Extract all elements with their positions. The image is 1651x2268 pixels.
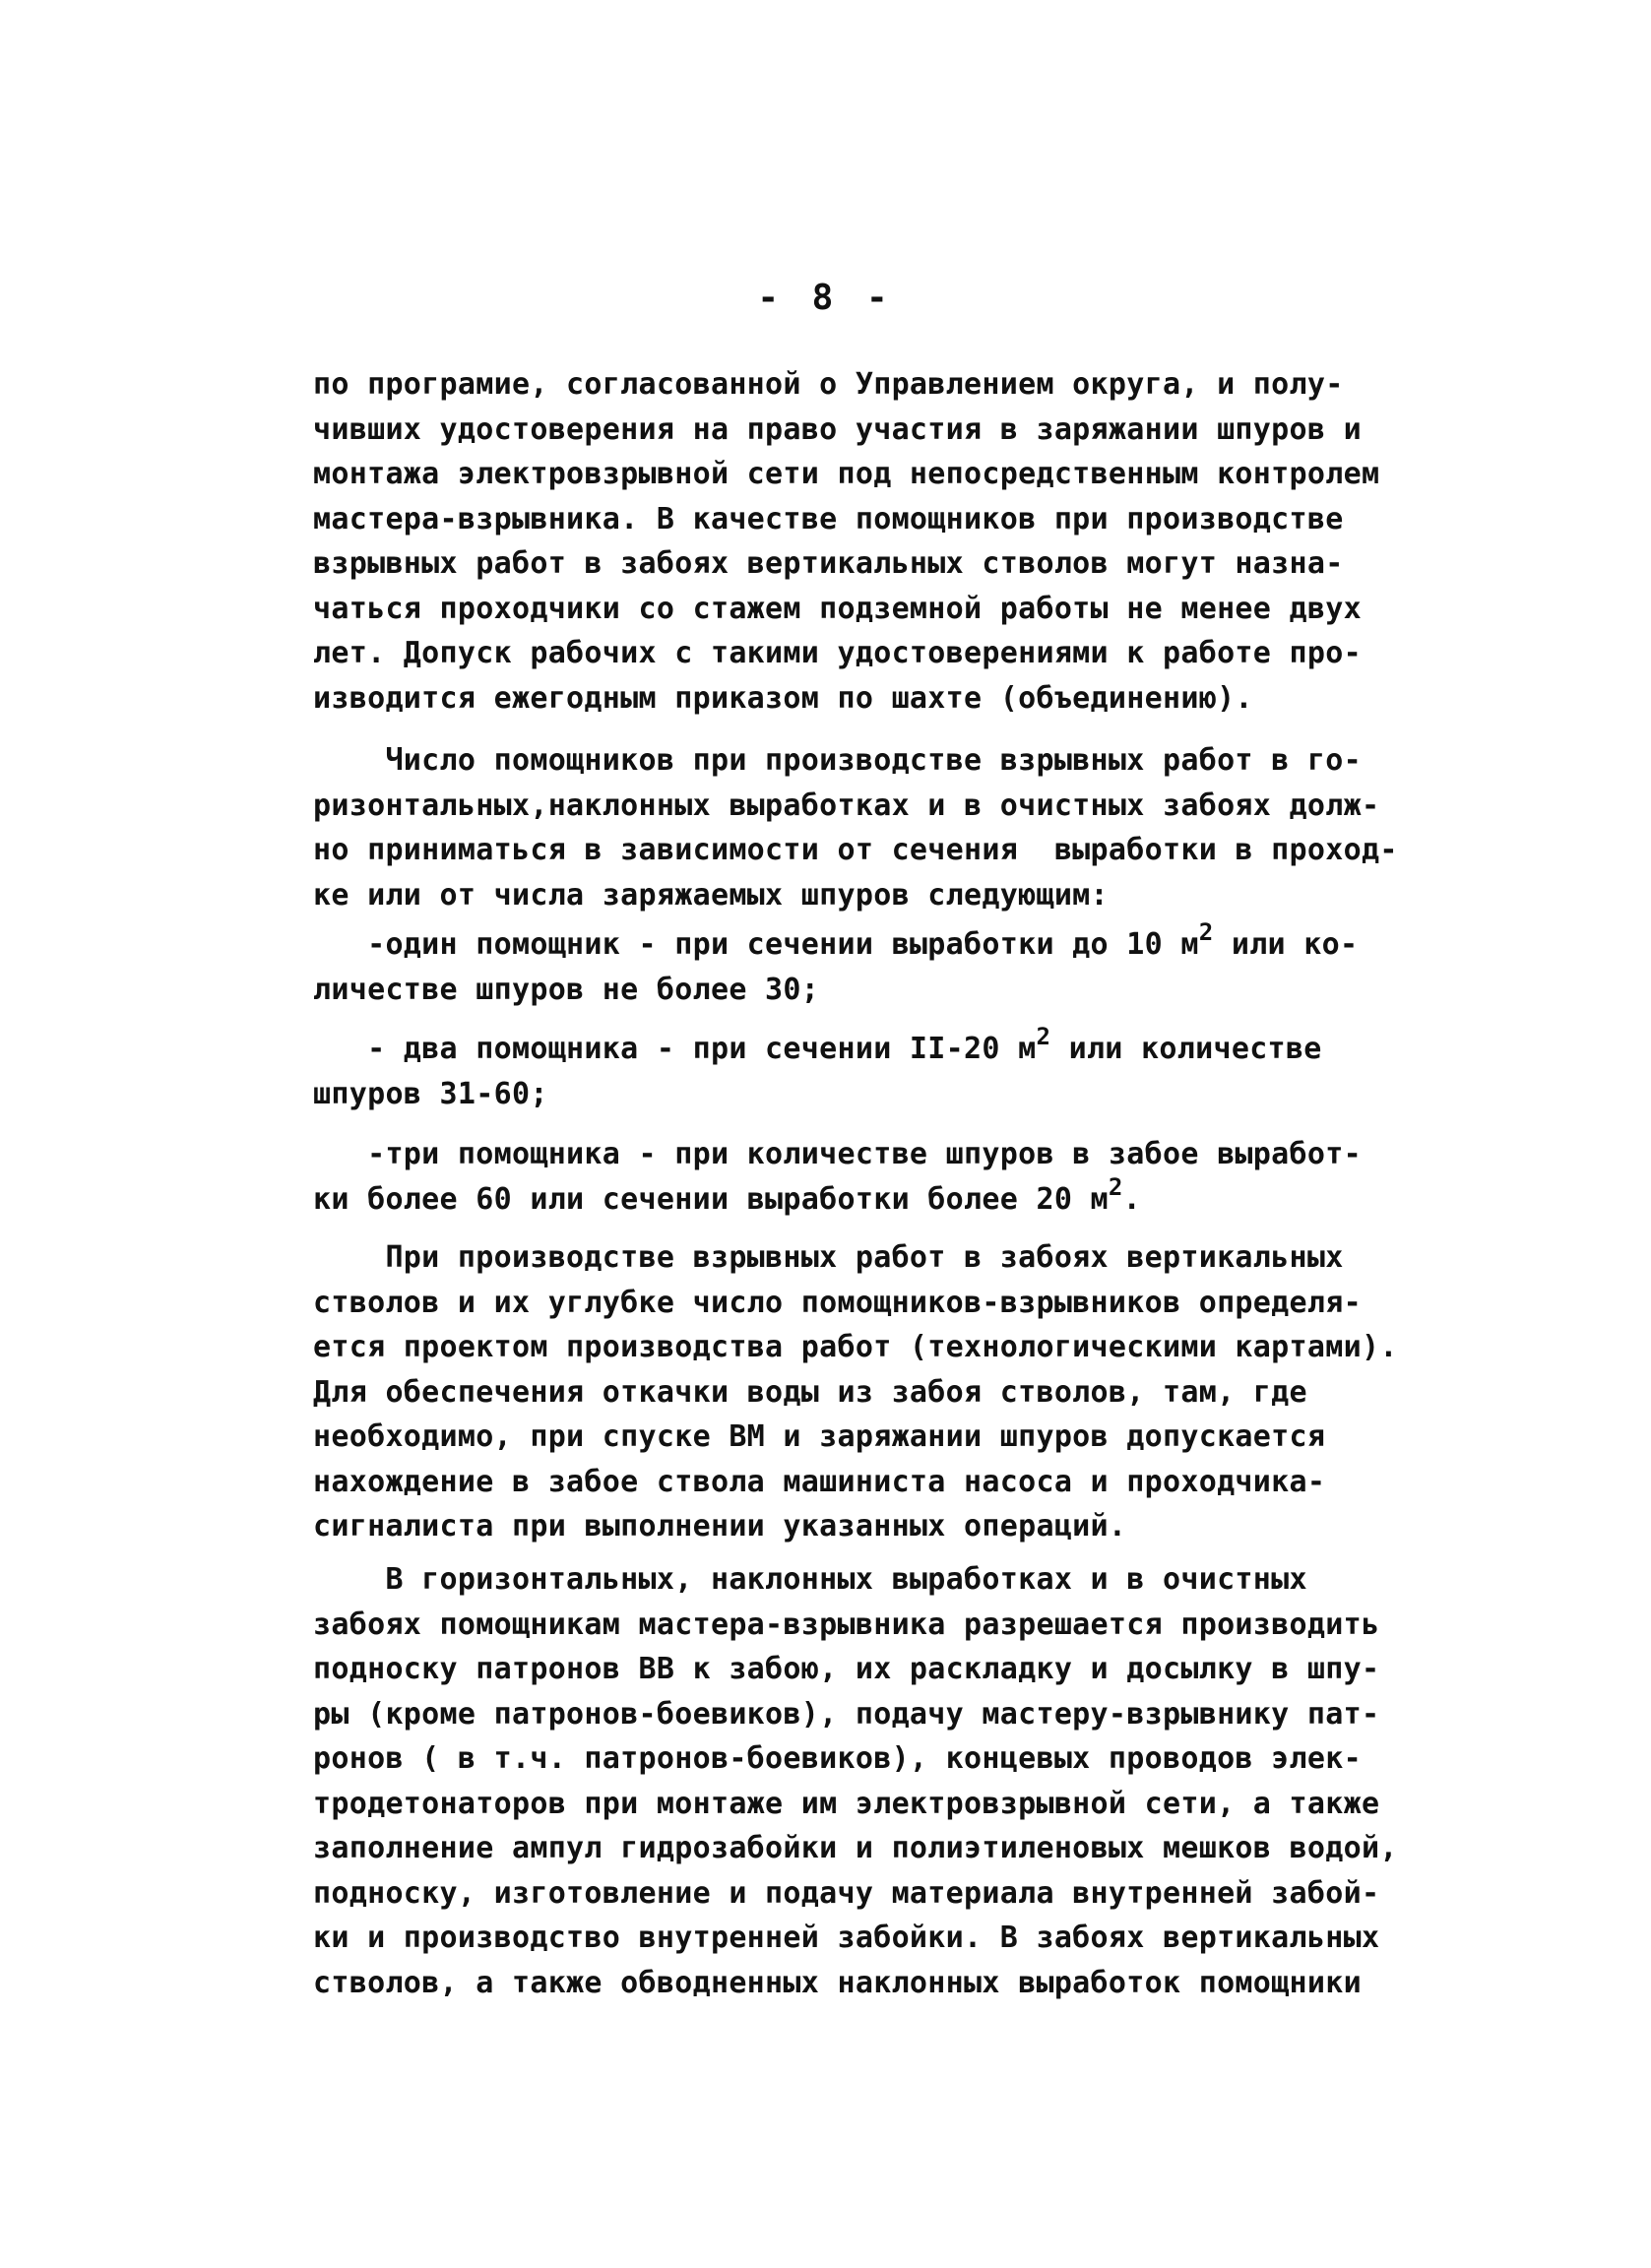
text-line: стволов, а также обводненных наклонных выработок помощники <box>313 1965 1362 2000</box>
text-line: чаться проходчики со стажем подземной работы не менее двух <box>313 591 1362 626</box>
superscript: 2 <box>1036 1023 1051 1050</box>
list-item-three-helpers <box>313 1132 1406 1222</box>
text-segment: -один помощник - при сечении выработки до 10 м <box>313 927 1199 962</box>
text-segment: или количестве <box>1050 1032 1322 1066</box>
text-line <box>313 918 1406 968</box>
list-item-one-helper <box>313 918 1406 1012</box>
text-line: лет. Допуск рабочих с такими удостоверениями к работе про- <box>313 636 1362 670</box>
superscript: 2 <box>1198 918 1214 946</box>
text-line: заполнение ампул гидрозабойки и полиэтиленовых мешков водой, <box>313 1831 1398 1865</box>
text-line: ке или от числа заряжаемых шпуров следующим: <box>313 877 1109 913</box>
paragraph-qualification <box>313 362 1406 721</box>
text-line: но приниматься в зависимости от сечения выработки в проход- <box>313 833 1398 867</box>
text-line: -три помощника - при количестве шпуров в забое выработ- <box>313 1137 1362 1171</box>
paragraph-helper-duties <box>313 1557 1406 2005</box>
text-line: Для обеспечения откачки воды из забоя стволов, там, где <box>313 1374 1307 1410</box>
text-segment: ки более 60 или сечении выработки более 20 м <box>313 1181 1109 1217</box>
text-line: подноску, изготовление и подачу материала внутренней забой- <box>313 1875 1380 1911</box>
superscript: 2 <box>1108 1172 1123 1201</box>
text-line <box>313 1172 1406 1223</box>
text-line: нахождение в забое ствола машиниста насоса и проходчика- <box>313 1464 1326 1499</box>
text-line: изводится ежегодным приказом по шахте (объединению). <box>313 680 1253 716</box>
paragraph-vertical-shafts <box>313 1235 1406 1549</box>
text-line: тродетонаторов при монтаже им электровзрывной сети, а также <box>313 1786 1380 1821</box>
paragraph-helper-count <box>313 738 1406 917</box>
text-line: сигналиста при выполнении указанных операций. <box>313 1509 1127 1544</box>
text-segment: - два помощника - при сечении II-20 м <box>313 1032 1037 1066</box>
text-line: При производстве взрывных работ в забоях вертикальных <box>313 1240 1344 1275</box>
text-line: стволов и их углубке число помощников-взрывников определя- <box>313 1285 1362 1320</box>
text-line: забоях помощникам мастера-взрывника разрешается производить <box>313 1606 1380 1642</box>
text-line: монтажа электровзрывной сети под непосредственным контролем <box>313 457 1380 491</box>
text-line: ется проектом производства работ (технологическими картами). <box>313 1330 1398 1364</box>
list-item-two-helpers <box>313 1023 1406 1116</box>
text-line: ризонтальных,наклонных выработках и в очистных забоях долж- <box>313 788 1380 823</box>
text-line: мастера-взрывника. В качестве помощников при производстве <box>313 501 1344 536</box>
text-line: ры (кроме патронов-боевиков), подачу мастеру-взрывнику пат- <box>313 1696 1380 1732</box>
text-line: чивших удостоверения на право участия в заряжании шпуров и <box>313 411 1362 447</box>
text-segment: или ко- <box>1213 927 1359 962</box>
text-line: подноску патронов ВВ к забою, их раскладку и досылку в шпу- <box>313 1652 1380 1686</box>
text-line: ронов ( в т.ч. патронов-боевиков), концевых проводов элек- <box>313 1741 1362 1776</box>
text-segment: . <box>1122 1181 1142 1217</box>
text-line: Число помощников при производстве взрывных работ в го- <box>313 743 1362 778</box>
text-line: взрывных работ в забоях вертикальных стволов могут назна- <box>313 546 1344 581</box>
text-line <box>313 1023 1406 1072</box>
text-line: личестве шпуров не более 30; <box>313 972 820 1007</box>
text-line: шпуров 31-60; <box>313 1076 548 1111</box>
text-line: ки и производство внутренней забойки. В забоях вертикальных <box>313 1921 1380 1955</box>
text-line: необходимо, при спуске ВМ и заряжании шпуров допускается <box>313 1419 1326 1454</box>
text-line: В горизонтальных, наклонных выработках и в очистных <box>313 1562 1307 1597</box>
text-line: по програмие, согласованной о Управлением округа, и полу- <box>313 367 1344 402</box>
page-number: - 8 - <box>757 278 894 318</box>
